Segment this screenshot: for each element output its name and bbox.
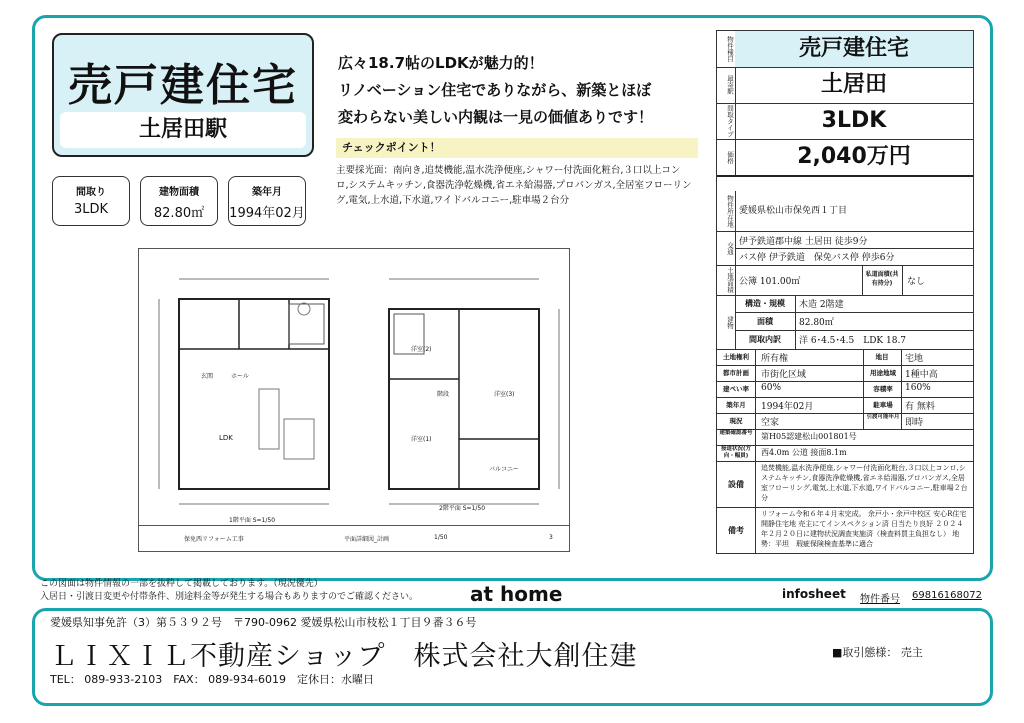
- value-remarks: リフォーム令和６年４月末完成。 余戸小・余戸中校区 安心R住宅 開静住宅地 売主にてインスペクション済 日当たり良好 ２０２４年２月２０日に建物状況調査実施済（検査料買主負担なし） 地勢：平坦 瑕疵保険検査基準に適合: [761, 510, 967, 548]
- room-label-entrance: 玄関: [201, 373, 214, 380]
- floor-plan: [138, 248, 570, 552]
- parking-label: 駐車場: [873, 401, 893, 409]
- value-confirm: 第H05認建松山001801号: [761, 432, 857, 441]
- row-price: [717, 139, 973, 177]
- spec-label: 建物面積: [159, 187, 199, 198]
- value-location: 愛媛県松山市保免西１丁目: [739, 206, 848, 216]
- plan-sheet-number: 3: [549, 534, 553, 541]
- headline: [338, 50, 653, 131]
- plan-scale: 1/50: [434, 534, 448, 541]
- room-label-balcony: バルコニー: [489, 466, 520, 473]
- value-station: 土居田: [820, 72, 887, 97]
- row-traffic: [717, 231, 973, 266]
- label: 価格: [717, 139, 736, 175]
- spec-built: [228, 176, 306, 226]
- divider: [735, 312, 973, 313]
- plan-drawing-name: 平面詳細図_計画: [344, 536, 390, 543]
- divider: [735, 248, 973, 249]
- label: 交通: [717, 231, 736, 265]
- row-building: [717, 295, 973, 350]
- category-label: 地目: [875, 353, 889, 361]
- status-label: 現況: [729, 417, 743, 425]
- plan-caption-2f: 2階平面 S=1/50: [439, 505, 486, 512]
- value-traffic-2: バス停 伊予鉄道 保免バス停 停歩6分: [739, 253, 895, 263]
- value-private-road: なし: [907, 277, 926, 287]
- value-status: 空家: [761, 418, 780, 428]
- plan-project-name: 保免西リフォーム工事: [184, 536, 244, 543]
- value-rooms: 洋 6･4.5･4.5 LDK 18.7: [799, 336, 907, 346]
- grid-divider: [863, 349, 864, 429]
- room-label-stairs: 階段: [437, 391, 450, 398]
- divider: [862, 265, 863, 295]
- room-label-room3: 洋室(3): [494, 391, 515, 398]
- plan-caption-1f: 1階平面 S=1/50: [229, 517, 276, 524]
- company-name: ＬＩＸＩＬ不動産ショップ 株式会社大創住建: [50, 641, 638, 672]
- far-label: 容積率: [873, 385, 893, 393]
- label: 土地面積: [717, 265, 736, 295]
- value-structure: 木造 2階建: [799, 300, 844, 310]
- divider: [795, 295, 796, 349]
- zoning-label: 用途地域: [870, 369, 896, 377]
- room-label-room1: 洋室(1): [411, 436, 432, 443]
- spec-label: 間取り: [76, 187, 106, 198]
- floor-plan-drawing: [139, 249, 569, 551]
- row-type: [717, 31, 973, 68]
- value-equip: 追焚機能,温水洗浄便座,シャワー付洗面化粧台,３口以上コンロ,システムキッチン,食器洗浄乾燥機,省エネ給湯器,プロパンガス,全居室フローリング,電気,上水道,下水道,ワイドバルコニー,駐車場２台分: [761, 464, 968, 502]
- row-location: [717, 191, 973, 232]
- athome-logo: at home: [470, 582, 563, 606]
- value-zoning: 1種中高: [905, 370, 938, 380]
- rights-label: 土地権利: [723, 353, 749, 361]
- property-type-title: 売戸建住宅: [68, 60, 298, 111]
- row-station: [717, 67, 973, 104]
- property-number-label: 物件番号: [860, 594, 900, 605]
- plan-title-block: [139, 525, 569, 551]
- confirm-label: 建築確認番号: [719, 430, 753, 436]
- disclaimer-1: この図面は物件情報の一部を抜粋して掲載しております。（現況優先）: [40, 579, 323, 589]
- equip-label: 設備: [728, 480, 744, 489]
- private-road-label: 私道面積(共有持分): [865, 271, 899, 287]
- infosheet-label: infosheet: [782, 587, 846, 601]
- spec-label: 築年月: [252, 187, 282, 198]
- value-planning: 市街化区域: [761, 370, 807, 380]
- disclaimer-2: 入居日・引渡日変更や付帯条件、別途料金等が発生する場合もありますのでご確認ください。: [40, 592, 419, 602]
- headline-line: リノベーション住宅でありながら、新築とほぼ: [338, 81, 652, 99]
- features-text: 主要採光面：南向き,追焚機能,温水洗浄便座,シャワー付洗面化粧台,３口以上コンロ,システムキッチン,食器洗浄乾燥機,省エネ給湯器,プロパンガス,全居室フローリング,電気,上水道,下水道,ワイドバルコニー,駐車場２台分: [336, 165, 692, 206]
- value-price: 2,040万円: [797, 144, 911, 169]
- coverage-label: 建ぺい率: [723, 385, 749, 393]
- spec-value: 3LDK: [73, 202, 109, 217]
- value-land: 公簿 101.00㎡: [739, 277, 801, 287]
- label: 最寄駅: [717, 67, 736, 103]
- value-rights: 所有権: [761, 354, 789, 364]
- value-road: 西4.0m 公道 接面8.1m: [761, 448, 847, 457]
- value-far: 160%: [905, 383, 931, 393]
- value-handover: 即時: [905, 418, 924, 428]
- value-layout: 3LDK: [821, 108, 887, 133]
- rooms-label: 間取内訳: [749, 335, 781, 344]
- spec-value: 82.80㎡: [153, 206, 205, 221]
- property-detail-table: [716, 30, 974, 554]
- built-label: 築年月: [726, 401, 746, 409]
- room-label-room2: 洋室(2): [411, 346, 432, 353]
- company-contact: TEL： 089-933-2103 FAX： 089-934-6019 定休日：水曜日: [50, 673, 375, 686]
- divider: [735, 330, 973, 331]
- check-point-bar: チェックポイント！: [336, 138, 698, 158]
- property-number: 69816168072: [912, 590, 982, 601]
- spec-value: 1994年02月: [229, 206, 305, 221]
- headline-line: 変わらない美しい内観は一見の価値ありです！: [338, 108, 654, 126]
- row-layout: [717, 103, 973, 140]
- label: 物件所在地: [717, 191, 736, 231]
- grid-divider: [901, 349, 902, 429]
- floor-area-label: 面積: [757, 317, 773, 326]
- value-category: 宅地: [905, 354, 924, 364]
- road-label: 接道状況(方向・幅員): [720, 446, 751, 459]
- value-parking: 有 無料: [905, 402, 935, 412]
- value-traffic-1: 伊予鉄道郡中線 土居田 徒歩9分: [739, 237, 868, 247]
- divider: [902, 265, 903, 295]
- title-card: [52, 33, 314, 157]
- remarks-label: 備考: [728, 526, 744, 535]
- transaction-type: ■取引態様： 売主: [832, 646, 923, 659]
- room-label-hall: ホール: [231, 373, 249, 380]
- value-built: 1994年02月: [761, 402, 814, 412]
- company-license: 愛媛県知事免許（3）第５３９２号 〒790-0962 愛媛県松山市枝松１丁目９番３６号: [50, 616, 477, 629]
- grid-divider: [755, 349, 756, 553]
- headline-line: 広々18.7帖のLDKが魅力的！: [338, 54, 544, 72]
- value-type: 売戸建住宅: [735, 31, 973, 67]
- station-name: 土居田駅: [60, 112, 306, 148]
- label: 物件種目: [717, 31, 736, 67]
- spec-area: [140, 176, 218, 226]
- row-land: [717, 265, 973, 296]
- room-label-ldk: LDK: [219, 434, 233, 442]
- handover-label: 引渡可能年月: [866, 414, 900, 420]
- spec-layout: [52, 176, 130, 226]
- planning-label: 都市計画: [723, 369, 749, 377]
- label: 間取タイプ: [717, 103, 736, 139]
- structure-label: 構造・規模: [745, 299, 785, 308]
- label: 建物: [717, 295, 736, 349]
- value-coverage: 60%: [761, 383, 782, 393]
- value-floor-area: 82.80㎡: [799, 318, 834, 328]
